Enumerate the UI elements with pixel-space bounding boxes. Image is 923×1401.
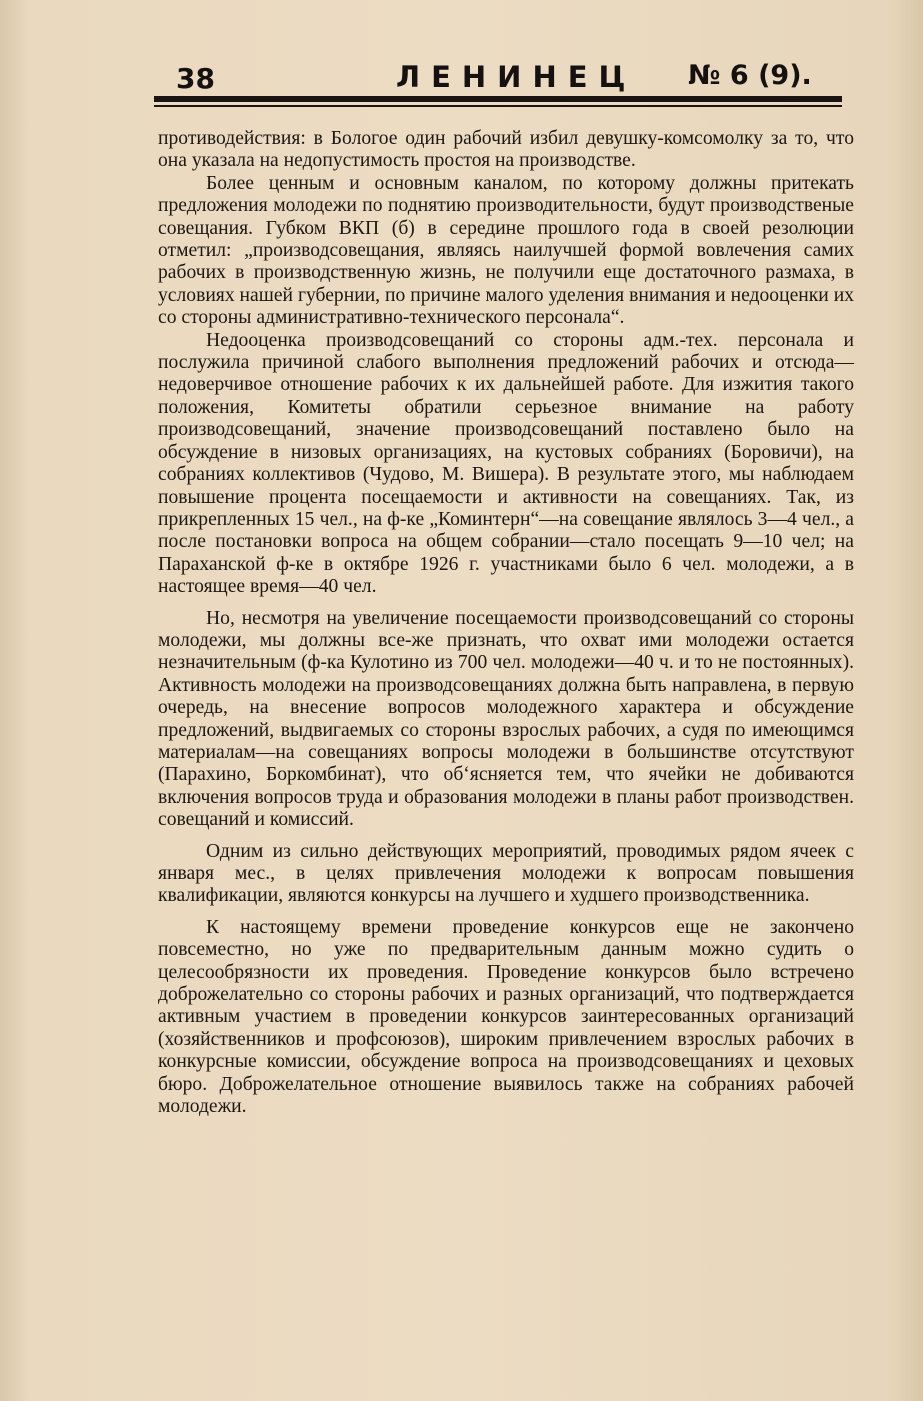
header-rule-thick (154, 96, 842, 102)
journal-title: ЛЕНИНЕЦ (396, 60, 637, 94)
running-header (176, 58, 844, 98)
paragraph-3: Недооценка производсовещаний со стороны адм.-тех. персонала и послужила причиной слабого выполнения предложений рабочих и отсюда—недоверчивое отношение рабочих к их дальнейшей работе. Для изжития такого положения, Комитеты обратили серьезное внимание на работу производсовещаний, значение производсовещаний поставлено было на обсуждение в низовых организациях, на кустовых собраниях (Боровичи), на собраниях коллективов (Чудово, М. Вишера). В результате этого, мы наблюдаем повышение процента посещаемости и активности на совещаниях. Так, из прикрепленных 15 чел., на ф-ке „Коминтерн“—на совещание являлось 3—4 чел., а после постановки вопроса на общем собрании—стало посещать 9—10 чел; на Параханской ф-ке в октябре 1926 г. участниками было 6 чел. молодежи, а в настоящее время—40 чел. (158, 329, 854, 598)
paragraph-6: К настоящему времени проведение конкурсов еще не закончено повсеместно, но уже по предварительным данным можно судить о целесообрязности их проведения. Проведение конкурсов было встречено доброжелательно со стороны рабочих и разных организаций, что подтверждается активным участием в проведении конкурсов заинтересованных организаций (хозяйственников и профсоюзов), широким привлечением взрослых рабочих в конкурсные комиссии, обсуждение вопроса на производсовещаниях и цеховых бюро. Доброжелательное отношение выявилось также на собраниях рабочей молодежи. (158, 916, 854, 1118)
paragraph-2: Более ценным и основным каналом, по которому должны притекать предложения молодежи по поднятию производительности, будут производственые совещания. Губком ВКП (б) в середине прошлого года в своей резолюции отметил: „производсовещания, являясь наилучшей формой вовлечения самих рабочих в производственную жизнь, не получили еще достаточного размаха, в условиях нашей губернии, по причине малого уделения внимания и недооценки их со стороны административно-технического персонала“. (158, 172, 854, 329)
paragraph-5: Одним из сильно действующих мероприятий, проводимых рядом ячеек с января мес., в целях привлечения молодежи к вопросам повышения квалификации, являются конкурсы на лучшего и худшего производственника. (158, 840, 854, 907)
page-number: 38 (176, 62, 215, 95)
paragraph-4: Но, несмотря на увеличение посещаемости производсовещаний со стороны молодежи, мы должны все-же признать, что охват ими молодежи остается незначительным (ф-ка Кулотино из 700 чел. молодежи—40 ч. и то не постоянных). Активность молодежи на производсовещаниях должна быть направлена, в первую очередь, на внесение вопросов молодежного характера и обсуждение предложений, выдвигаемых со стороны взрослых рабочих, а судя по имеющимся материалам—на совещаниях вопросы молодежи в большинстве отсутствуют (Парахино, Боркомбинат), что об‘ясняется тем, что ячейки не добиваются включения вопросов труда и образования молодежи в планы работ производствен. совещаний и комиссий. (158, 607, 854, 831)
article-body (158, 128, 854, 1118)
paragraph-1: противодействия: в Бологое один рабочий избил девушку-комсомолку за то, что она указала на недопустимость простоя на производстве. (158, 128, 854, 172)
header-rule-thin (154, 105, 842, 107)
issue-number: № 6 (9). (688, 60, 812, 91)
